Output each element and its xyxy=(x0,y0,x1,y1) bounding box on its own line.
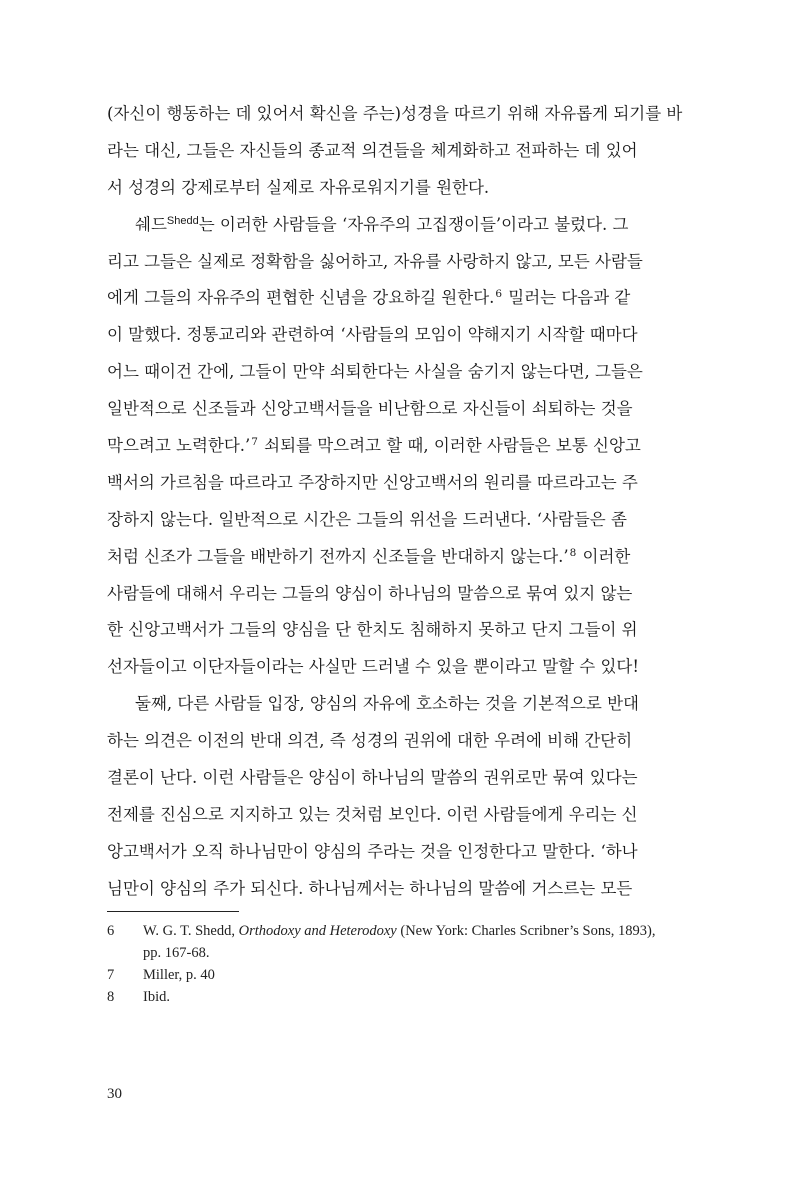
footnote-text: Miller, p. 40 xyxy=(143,967,215,983)
footnote-pages: pp. 167-68. xyxy=(143,945,210,961)
text-line xyxy=(107,871,663,908)
text-segment: 님만이 양심의 주가 되신다. 하나님께서는 하나님의 말씀에 거스르는 모든 xyxy=(107,878,633,898)
shedd-english: Shedd xyxy=(166,214,199,227)
page-number: 30 xyxy=(107,1086,122,1102)
text-segment xyxy=(135,207,628,244)
footnote-7 xyxy=(107,964,663,986)
text-line xyxy=(107,760,663,797)
text-segment xyxy=(107,280,630,317)
body-text xyxy=(107,96,683,908)
text-segment: 백서의 가르침을 따르라고 주장하지만 신앙고백서의 원리를 따르라고는 주 xyxy=(107,472,638,492)
text-segment: 사람들에 대해서 우리는 그들의 양심이 하나님의 말씀으로 묶여 있지 않는 xyxy=(107,583,633,603)
book-title: Orthodoxy and Heterodoxy xyxy=(238,923,397,939)
text-segment: 이 말했다. 정통교리와 관련하여 ‘사람들의 모임이 약해지기 시작할 때마다 xyxy=(107,325,638,345)
footnote-number-spacer xyxy=(107,942,143,964)
text-segment: 는 이러한 사람들을 ‘자유주의 고집쟁이들’이라고 불렀다. 그 xyxy=(198,214,629,234)
text-segment: 앙고백서가 오직 하나님만이 양심의 주라는 것을 인정한다고 말한다. ‘하나 xyxy=(107,841,638,861)
footnote-ref-8[interactable]: 8 xyxy=(569,546,577,559)
text-segment: 선자들이고 이단자들이라는 사실만 드러낼 수 있을 뿐이라고 말할 수 있다! xyxy=(107,657,640,677)
text-line xyxy=(107,502,663,539)
text-line xyxy=(107,317,663,354)
text-segment: 라는 대신, 그들은 자신들의 종교적 의견들을 체계화하고 전파하는 데 있어 xyxy=(107,140,638,160)
footnote-ref-6[interactable]: 6 xyxy=(495,288,503,301)
shedd-korean: 쉐드 xyxy=(135,214,167,234)
footnote-8 xyxy=(107,986,663,1008)
footnote-text xyxy=(143,920,663,942)
footnote-author: W. G. T. Shedd, xyxy=(143,923,239,939)
text-line xyxy=(107,834,663,871)
text-line xyxy=(107,686,663,723)
text-segment xyxy=(107,428,641,465)
footnote-number: 6 xyxy=(107,923,115,939)
text-line xyxy=(107,576,663,613)
text-line xyxy=(107,612,663,649)
footnote-6 xyxy=(107,920,663,942)
text-segment: 리고 그들은 실제로 정확함을 싫어하고, 자유를 사랑하지 않고, 모든 사람들 xyxy=(107,251,643,271)
text-line xyxy=(107,280,663,317)
text-line xyxy=(107,207,663,244)
footnote-ref-7[interactable]: 7 xyxy=(251,436,258,449)
footnote-number: 8 xyxy=(107,989,115,1005)
text-segment: 에게 그들의 자유주의 편협한 신념을 강요하길 원한다. xyxy=(107,288,495,308)
text-line xyxy=(107,96,683,133)
text-line xyxy=(107,133,663,170)
text-segment: 이러한 xyxy=(577,546,631,566)
text-segment: 밀러는 다음과 같 xyxy=(503,288,631,308)
text-segment: (자신이 행동하는 데 있어서 확신을 주는)성경을 따르기 위해 자유롭게 되기를 바 xyxy=(107,104,683,123)
text-segment: 결론이 난다. 이런 사람들은 양심이 하나님의 말씀의 권위로만 묶여 있다는 xyxy=(107,768,638,788)
footnote-6-cont xyxy=(107,942,663,964)
text-segment: 장하지 않는다. 일반적으로 시간은 그들의 위선을 드러낸다. ‘사람들은 좀 xyxy=(107,509,627,529)
text-line xyxy=(107,354,663,391)
text-segment: 서 성경의 강제로부터 실제로 자유로워지기를 원한다. xyxy=(107,177,490,197)
text-segment: 처럼 신조가 그들을 배반하기 전까지 신조들을 반대하지 않는다.’ xyxy=(107,546,569,566)
text-line xyxy=(107,170,663,207)
text-line xyxy=(107,428,663,465)
footnotes xyxy=(107,920,663,1008)
text-line xyxy=(107,539,663,576)
text-line xyxy=(107,723,663,760)
text-segment: 막으려고 노력한다.’ xyxy=(107,436,251,456)
text-segment: 쇠퇴를 막으려고 할 때, 이러한 사람들은 보통 신앙고 xyxy=(258,436,641,456)
text-segment xyxy=(107,539,630,576)
text-line xyxy=(107,244,663,281)
footnote-publication: (New York: Charles Scribner’s Sons, 1893), xyxy=(396,923,656,939)
text-segment: 하는 의견은 이전의 반대 의견, 즉 성경의 권위에 대한 우려에 비해 간단히 xyxy=(107,731,633,751)
text-segment: 전제를 진심으로 지지하고 있는 것처럼 보인다. 이런 사람들에게 우리는 신 xyxy=(107,804,638,824)
text-segment: 둘째, 다른 사람들 입장, 양심의 자유에 호소하는 것을 기본적으로 반대 xyxy=(135,694,639,714)
footnote-text: Ibid. xyxy=(143,989,170,1005)
text-line xyxy=(107,465,663,502)
text-line xyxy=(107,797,663,834)
text-line xyxy=(107,391,663,428)
footnote-divider xyxy=(107,911,239,912)
text-segment: 어느 때이건 간에, 그들이 만약 쇠퇴한다는 사실을 숨기지 않는다면, 그들은 xyxy=(107,362,643,382)
footnote-number: 7 xyxy=(107,967,115,983)
text-line xyxy=(107,649,663,686)
text-segment: 일반적으로 신조들과 신앙고백서들을 비난함으로 자신들이 쇠퇴하는 것을 xyxy=(107,399,633,419)
text-segment: 한 신앙고백서가 그들의 양심을 단 한치도 침해하지 못하고 단지 그들이 위 xyxy=(107,620,638,640)
